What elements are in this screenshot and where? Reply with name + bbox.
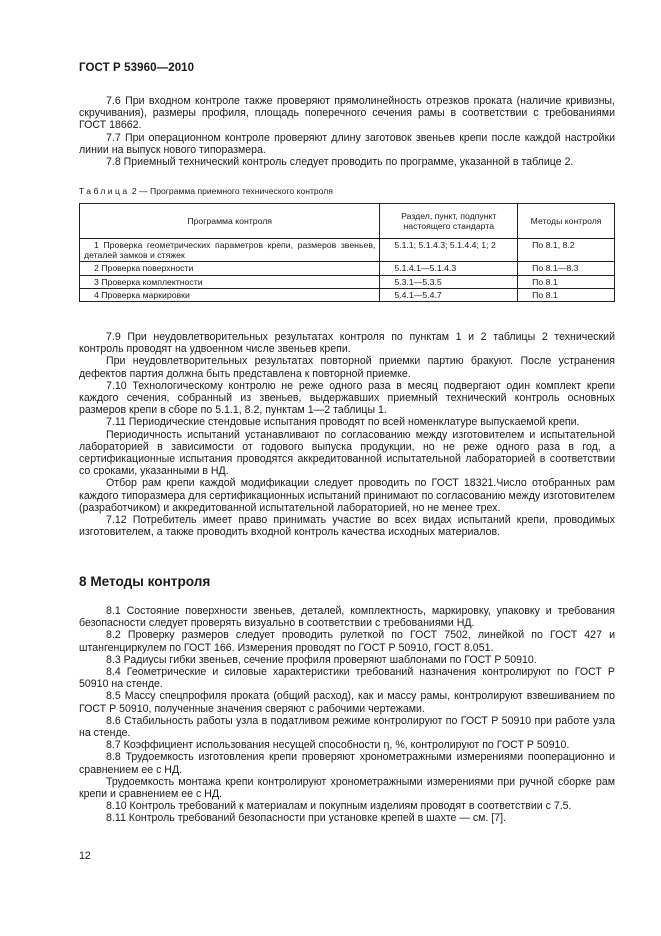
paragraph-8-5: 8.5 Массу спецпрофиля проката (общий расход), как и массу рамы, контролируют взвешиванием по ГОСТ Р 50910, полученные значения сверяют с рабочими чертежами. (79, 690, 615, 715)
paragraph-7-9: 7.9 При неудовлетворительных результатах контроля по пунктам 1 и 2 таблицы 2 технический контроль проводят на удвоенном числе звеньев крепи. (79, 331, 615, 356)
table-cell-method: По 8.1, 8.2 (518, 239, 615, 262)
header-program: Программа контроля (80, 204, 380, 239)
table-header-row (80, 204, 615, 239)
paragraph-8-3: 8.3 Радиусы гибки звеньев, сечение профиля проверяют шаблонами по ГОСТ Р 50910. (106, 653, 537, 666)
table-cell-program: 3 Проверка комплектности (80, 275, 380, 288)
section-8-body (79, 605, 615, 825)
table-row (80, 239, 615, 262)
table-cell-method: По 8.1 (518, 288, 615, 301)
table-caption-text: 2 — Программа приемного технического контроля (129, 186, 333, 196)
control-program-table (79, 203, 615, 302)
table-cell-program: 1 Проверка геометрических параметров крепи, размеров звеньев, деталей замков и стяжек (80, 239, 380, 262)
table-row (80, 288, 615, 301)
paragraph-8-10: 8.10 Контроль требований к материалам и покупным изделиям проводят в соответствии с 7.5. (106, 800, 572, 813)
table-row (80, 262, 615, 275)
table-cell-section: 5.1.1; 5.1.4.3; 5.1.4.4; 1; 2 (380, 239, 518, 262)
table-cell-section: 5.4.1—5.4.7 (380, 288, 518, 301)
paragraph-8-7: 8.7 Коэффициент использования несущей способности η, %, контролируют по ГОСТ Р 50910. (106, 739, 570, 752)
paragraph-7-11-periodicity: Периодичность испытаний устанавливают по согласованию между изготовителем и испытательной лабораторией в зависимости от годового выпуска продукции, но не реже одного раза в год, а сертификационные испытания проводятся аккредитованной испытательной лабораторией в соответствии со сроками, указанными в НД. (79, 428, 615, 478)
paragraph-7-11-sampling: Отбор рам крепи каждой модификации следует проводить по ГОСТ 18321.Число отобранных рам каждого типоразмера для сертификационных испытаний принимают по согласованию между изготовителем (разработчиком) и аккредитованной испытательной лабораторией, но не менее трех. (79, 477, 615, 514)
table-cell-program: 4 Проверка маркировки (80, 288, 380, 301)
paragraph-8-9: Трудоемкость монтажа крепи контролируют хронометражными измерениями при ручной сборке рам крепи и сравнением ее с НД. (79, 775, 615, 801)
paragraph-8-4: 8.4 Геометрические и силовые характеристики требований назначения контролируют по ГОСТ Р 50910 на стенде. (79, 666, 615, 691)
section-7-intro (79, 95, 615, 168)
page-number: 12 (79, 850, 91, 862)
section-8-heading: 8 Методы контроля (79, 574, 211, 589)
table-caption-label: Таблица (79, 186, 130, 196)
section-7-body (79, 331, 615, 538)
table-row (80, 275, 615, 288)
table-cell-method: По 8.1 (518, 275, 615, 288)
table-caption (79, 186, 333, 196)
paragraph-7-10: 7.10 Технологическому контролю не реже одного раза в месяц подвергают один комплект крепи каждого сечения, собранный из звеньев, выдержавших приемный технический контроль основных размеров крепи в сборе по 5.1.1, 8.2, пунктам 1—2 таблицы 1. (79, 379, 615, 417)
paragraph-8-6: 8.6 Стабильность работы узла в податливом режиме контролируют по ГОСТ Р 50910 при работе узла на стенде. (79, 714, 615, 740)
paragraph-7-9-repeat: При неудовлетворительных результатах повторной приемки партию бракуют. После устранения дефектов партия должна быть представлена к повторной приемке. (79, 355, 615, 380)
table-cell-section: 5.1.4.1—5.1.4.3 (380, 262, 518, 275)
paragraph-7-7: 7.7 При операционном контроле проверяют длину заготовок звеньев крепи после каждой настройки линии на выпуск нового типоразмера. (79, 131, 615, 156)
table-cell-program: 2 Проверка поверхности (80, 262, 380, 275)
paragraph-8-8: 8.8 Трудоемкость изготовления крепи проверяют хронометражными измерениями пооперационно и сравнением ее с НД. (79, 751, 615, 776)
document-header: ГОСТ Р 53960—2010 (79, 62, 195, 74)
paragraph-7-12: 7.12 Потребитель имеет право принимать участие во всех видах испытаний крепи, проводимых изготовителем, а также проводить входной контроль качества исходных материалов. (79, 514, 615, 539)
table-cell-method: По 8.1—8.3 (518, 262, 615, 275)
header-methods: Методы контроля (518, 204, 615, 239)
paragraph-8-2: 8.2 Проверку размеров следует проводить рулеткой по ГОСТ 7502, линейкой по ГОСТ 427 и штангенциркулем по ГОСТ 166. Измерения проводят по ГОСТ Р 50910, ГОСТ 8.051. (79, 629, 615, 654)
paragraph-8-11: 8.11 Контроль требований безопасности при установке крепей в шахте — см. [7]. (106, 812, 507, 825)
header-section: Раздел, пункт, подпункт настоящего стандарта (380, 204, 518, 239)
paragraph-7-11: 7.11 Периодические стендовые испытания проводят по всей номенклатуре выпускаемой крепи. (106, 416, 580, 429)
table-cell-section: 5.3.1—5.3.5 (380, 275, 518, 288)
paragraph-7-8: 7.8 Приемный технический контроль следует проводить по программе, указанной в таблице 2. (106, 156, 574, 169)
paragraph-8-1: 8.1 Состояние поверхности звеньев, деталей, комплектность, маркировку, упаковку и требования безопасности следует проверять визуально в соответствии с требованиями НД. (79, 605, 615, 630)
paragraph-7-6: 7.6 При входном контроле также проверяют прямолинейность отрезков проката (наличие кривизны, скручивания), размеры профиля, площадь поперечного сечения рамы в соответствии с требованиями ГОСТ 18662. (79, 95, 615, 132)
